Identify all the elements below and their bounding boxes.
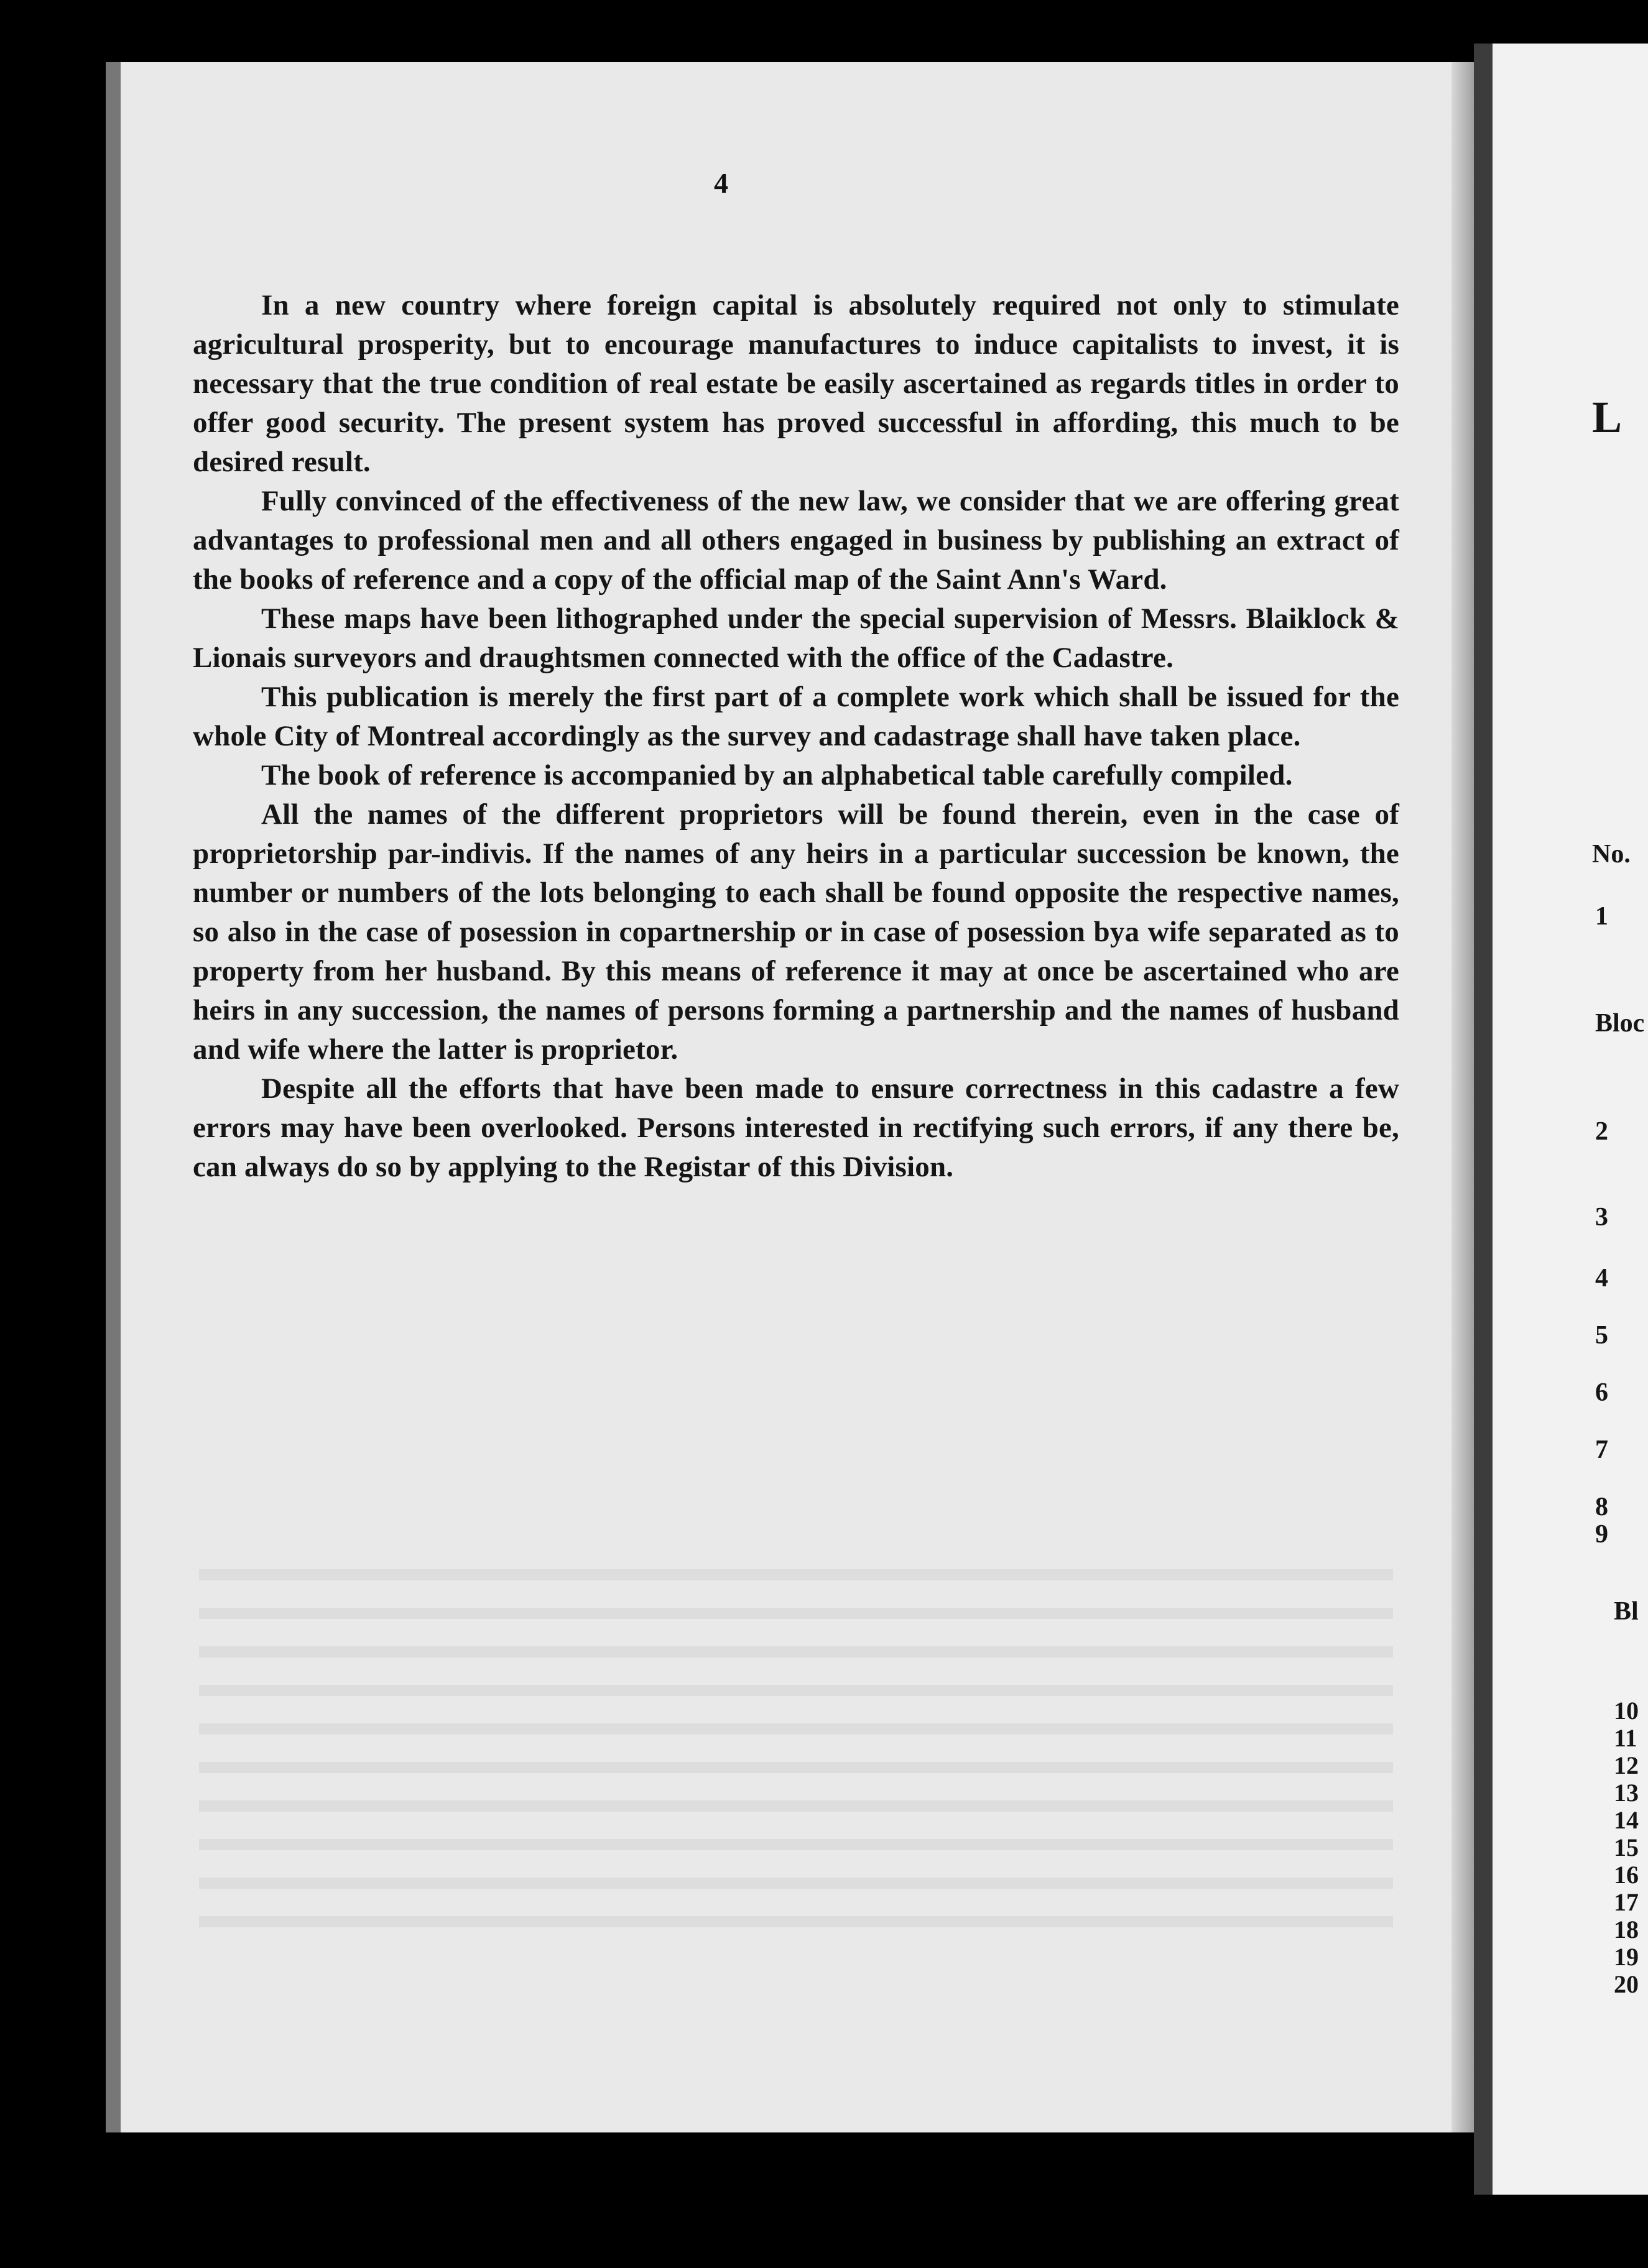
paragraph-maps: These maps have been lithographed under the special supervision of Messrs. Blaiklock & Lionais surveyors and draughtsmen connected with the office of the Cadastre. (193, 602, 1399, 674)
lot-number: 15 (1614, 1833, 1639, 1861)
lot-number: 11 (1614, 1724, 1637, 1752)
block-label: Bl (1614, 1597, 1639, 1626)
lot-number: 20 (1614, 1970, 1639, 1998)
paragraph-foreign-capital: In a new country where foreign capital is absolutely required not only to stimulate agricultural prosperity, but to encourage manufactures to induce capitalists to invest, it is necessary that the true condition of real estate be easily ascertained as regards titles in order to offer good security. The present system has proved successful in affording, this much to be desired result. (193, 289, 1399, 478)
lot-number: 10 (1614, 1697, 1639, 1725)
no-label: No. (1592, 840, 1631, 869)
page-number: 4 (714, 167, 728, 199)
lot-number: 6 (1595, 1378, 1608, 1407)
lot-number: 16 (1614, 1861, 1639, 1889)
lot-number: 17 (1614, 1888, 1639, 1916)
paragraph-publication: This publication is merely the first part of a complete work which shall be issued for the whole City of Montreal accordingly as the survey and cadastrage shall have taken place. (193, 681, 1399, 752)
lot-number: 8 (1595, 1493, 1608, 1521)
right-page-edge (1474, 44, 1648, 2195)
lot-number: 7 (1595, 1436, 1608, 1464)
lot-number: 13 (1614, 1779, 1639, 1807)
lot-number: 2 (1595, 1117, 1608, 1146)
lot-number: 19 (1614, 1943, 1639, 1971)
body-text (193, 286, 1399, 1187)
paragraph-errors: Despite all the efforts that have been made to ensure correctness in this cadastre a few errors may have been overlooked. Persons interested in rectifying such errors, if any there be, can always do so by applying to the Registar of this Division. (193, 1072, 1399, 1183)
lot-number: 1 (1595, 902, 1608, 931)
lot-number: 12 (1614, 1751, 1639, 1779)
lot-number: 14 (1614, 1806, 1639, 1834)
paragraph-proprietors: All the names of the different proprietors will be found therein, even in the case of proprietorship par-indivis. If the names of any heirs in a particular succession be known, the number or numbers of the lots belonging to each shall be found opposite the respective names, so also in the case of posession in copartnership or in case of posession bya wife separated as to property from her husband. By this means of reference it may at once be ascertained who are heirs in any succession, the names of persons forming a partnership and the names of husband and wife where the latter is proprietor. (193, 798, 1399, 1066)
right-page-letter: L (1592, 392, 1623, 442)
bleed-through-text (199, 1542, 1393, 1927)
lot-number: 4 (1595, 1264, 1608, 1293)
block-label: Bloc (1595, 1009, 1645, 1038)
lot-number: 9 (1595, 1520, 1608, 1549)
lot-number: 18 (1614, 1915, 1639, 1943)
paragraph-new-law: Fully convinced of the effectiveness of the new law, we consider that we are offering great advantages to professional men and all others engaged in business by publishing an extract of the books of reference and a copy of the official map of the Saint Ann's Ward. (193, 485, 1399, 596)
lot-number: 3 (1595, 1203, 1608, 1232)
lot-number: 5 (1595, 1321, 1608, 1350)
paragraph-book-of-reference: The book of reference is accompanied by an alphabetical table carefully compiled. (261, 759, 1293, 791)
